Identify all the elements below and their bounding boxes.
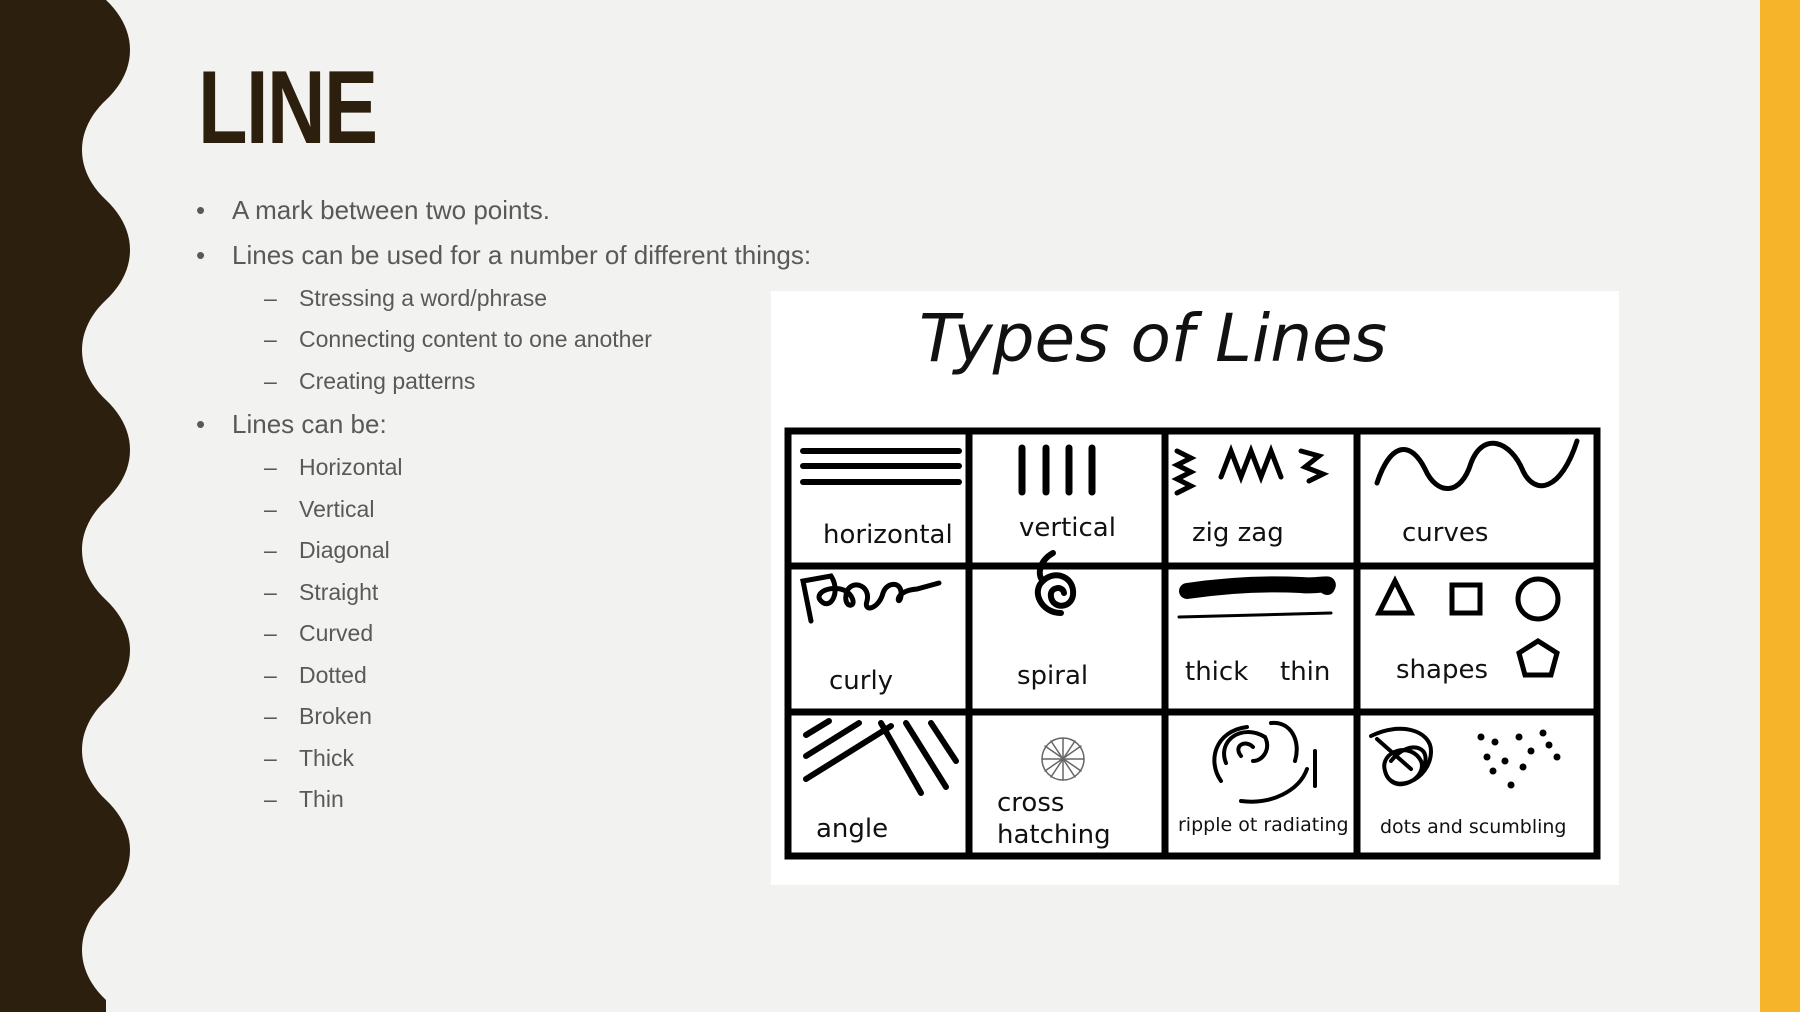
cell-label-spiral: spiral bbox=[1017, 661, 1089, 691]
sub-bullet-text: Straight bbox=[299, 579, 379, 605]
sub-bullet-text: Thick bbox=[299, 745, 354, 771]
bullet-text: Lines can be used for a number of different things: bbox=[232, 240, 812, 270]
bullet-marker: • bbox=[196, 409, 206, 439]
sub-bullet-marker: – bbox=[264, 786, 277, 812]
slide-title: LINE bbox=[198, 50, 377, 166]
sub-bullet-text: Thin bbox=[299, 786, 344, 812]
cell-label-ripple: ripple ot radiating bbox=[1178, 814, 1349, 836]
sub-bullet-marker: – bbox=[264, 496, 277, 522]
bullet-text: A mark between two points. bbox=[232, 195, 550, 225]
cross-hatching-icon bbox=[1042, 738, 1084, 780]
cell-label-curves: curves bbox=[1402, 518, 1489, 548]
sub-bullet-text: Horizontal bbox=[299, 454, 403, 480]
sub-bullet-marker: – bbox=[264, 579, 277, 605]
sub-bullet-marker: – bbox=[264, 745, 277, 771]
cell-label-zig-zag: zig zag bbox=[1192, 518, 1284, 548]
sub-bullet-text: Dotted bbox=[299, 662, 367, 688]
cell-label-shapes: shapes bbox=[1396, 655, 1489, 685]
sub-bullet-text: Stressing a word/phrase bbox=[299, 285, 548, 311]
sub-bullet-text: Broken bbox=[299, 703, 372, 729]
sub-bullet-marker: – bbox=[264, 662, 277, 688]
cell-label-hatching: hatching bbox=[997, 820, 1111, 850]
bullet-text: Lines can be: bbox=[232, 409, 387, 439]
cell-label-horizontal: horizontal bbox=[823, 520, 953, 550]
sub-bullet-marker: – bbox=[264, 285, 277, 311]
cell-label-vertical: vertical bbox=[1019, 513, 1116, 543]
figure-title: Types of Lines bbox=[918, 300, 1388, 377]
sub-bullet-text: Connecting content to one another bbox=[299, 326, 652, 352]
cell-label-dots-scumbling: dots and scumbling bbox=[1380, 816, 1567, 838]
sub-bullet-marker: – bbox=[264, 703, 277, 729]
sub-bullet-text: Curved bbox=[299, 620, 374, 646]
sub-bullet-text: Creating patterns bbox=[299, 368, 476, 394]
wavy-band-shape bbox=[0, 0, 130, 1012]
sub-bullet-text: Diagonal bbox=[299, 537, 390, 563]
sub-bullet-marker: – bbox=[264, 537, 277, 563]
sub-bullet-marker: – bbox=[264, 326, 277, 352]
wavy-left-band bbox=[0, 0, 140, 1012]
bullet-marker: • bbox=[196, 240, 206, 270]
cell-label-curly: curly bbox=[829, 666, 894, 696]
sub-bullet-marker: – bbox=[264, 620, 277, 646]
sub-bullet-text: Vertical bbox=[299, 496, 375, 522]
sub-bullet-marker: – bbox=[264, 368, 277, 394]
accent-bar bbox=[1760, 0, 1800, 1012]
types-of-lines-image bbox=[771, 291, 1619, 885]
cell-label-cross: cross bbox=[997, 788, 1065, 818]
cell-label-thick: thick bbox=[1185, 657, 1249, 687]
cell-label-angle: angle bbox=[816, 814, 889, 844]
sub-bullet-marker: – bbox=[264, 454, 277, 480]
bullet-marker: • bbox=[196, 195, 206, 225]
cell-label-thin: thin bbox=[1280, 657, 1331, 687]
